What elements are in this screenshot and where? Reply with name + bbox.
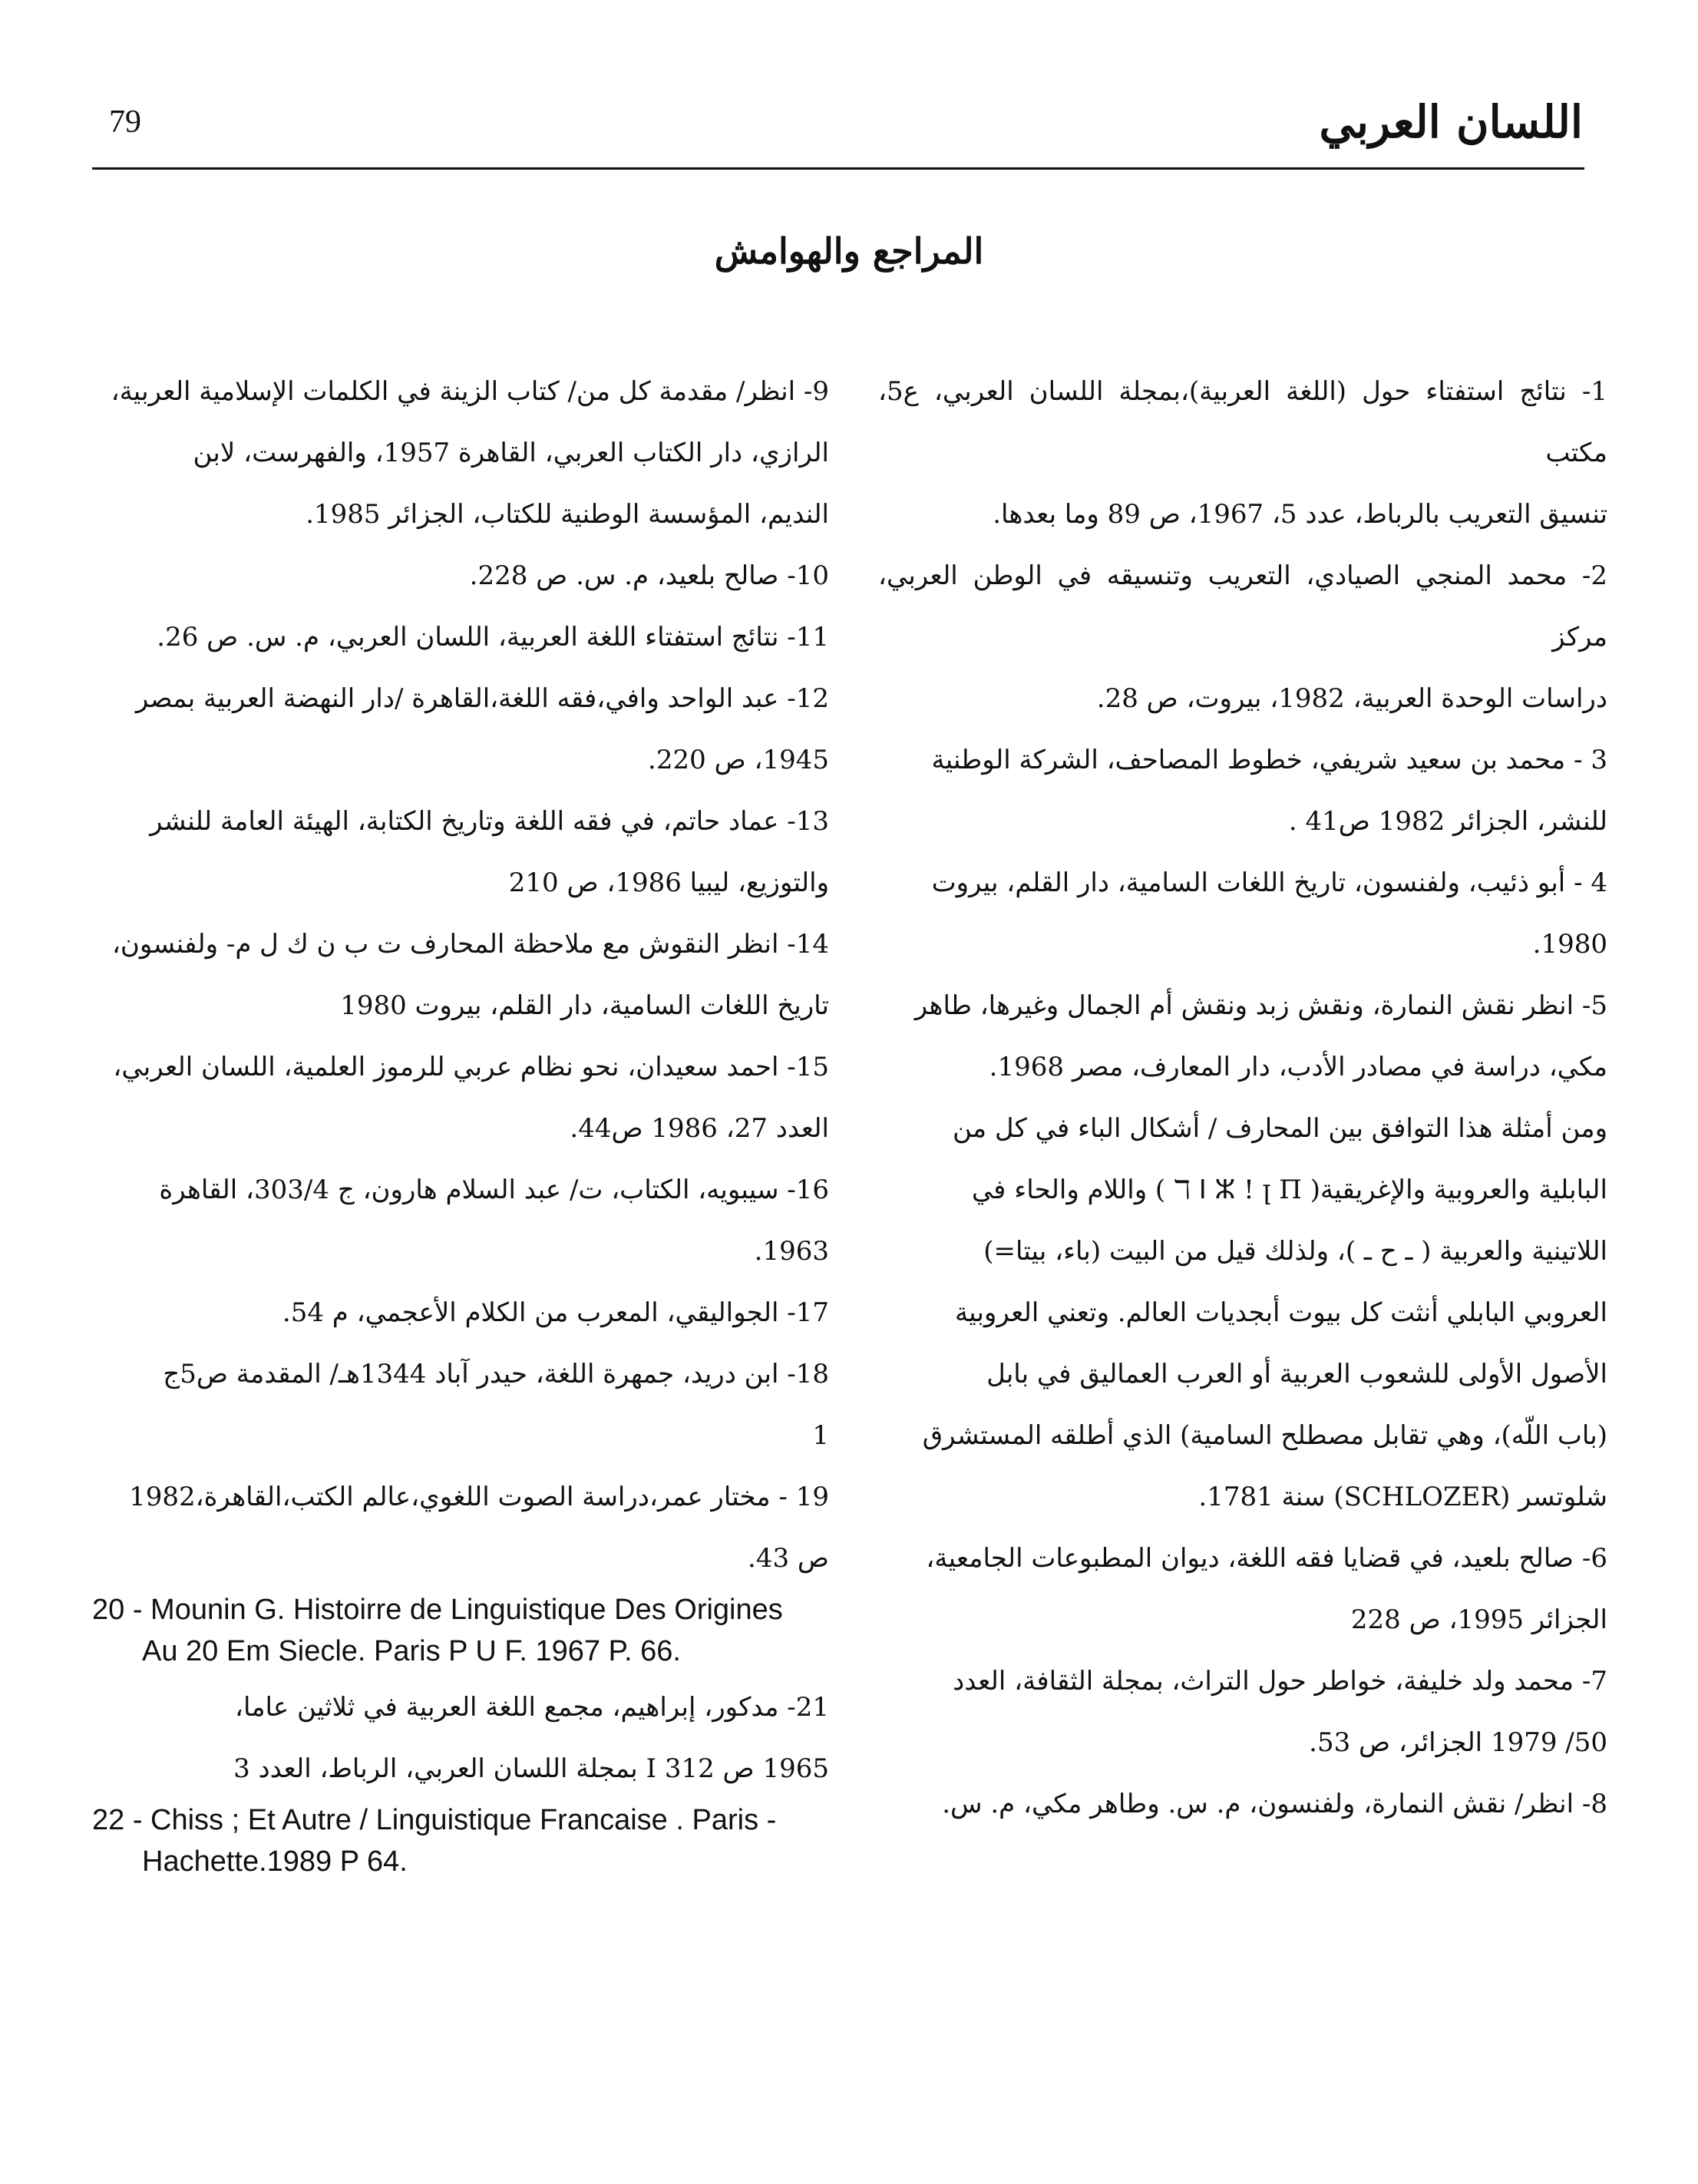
reference-line: الأصول الأولى للشعوب العربية أو العرب العماليق في بابل <box>986 1359 1607 1389</box>
reference-line: ص 43. <box>748 1543 829 1574</box>
reference-entry <box>92 606 829 668</box>
reference-line: العدد 27، 1986 ص44. <box>570 1113 829 1144</box>
references-left-column <box>92 361 829 1887</box>
reference-line: 11- نتائج استفتاء اللغة العربية، اللسان العربي، م. س. ص 26. <box>157 622 829 653</box>
reference-line: 5- انظر نقش النمارة، ونقش زبد ونقش أم الجمال وغيرها، طاهر <box>914 990 1607 1021</box>
reference-entry <box>92 1159 829 1282</box>
reference-entry <box>92 1677 829 1799</box>
reference-line: 22 - Chiss ; Et Autre / Linguistique Francaise . Paris - <box>92 1804 777 1836</box>
reference-line: 3 - محمد بن سعيد شريفي، خطوط المصاحف، الشركة الوطنية <box>931 745 1607 775</box>
reference-line: 17- الجواليقي، المعرب من الكلام الأعجمي، م 54. <box>282 1297 829 1328</box>
reference-line: 8- انظر/ نقش النمارة، ولفنسون، م. س. وطاهر مكي، م. س. <box>942 1789 1607 1819</box>
reference-entry <box>92 1282 829 1343</box>
reference-line: 1980. <box>1532 929 1607 960</box>
reference-line: 14- انظر النقوش مع ملاحظة المحارف ت ب ن ك ل م- ولفنسون، <box>111 929 829 960</box>
reference-line: 12- عبد الواحد وافي،فقه اللغة،القاهرة /دار النهضة العربية بمصر <box>135 683 829 714</box>
reference-line: 2- محمد المنجي الصيادي، التعريب وتنسيقه في الوطن العربي، مركز <box>878 560 1607 653</box>
reference-line: 50/ 1979 الجزائر، ص 53. <box>1309 1727 1607 1758</box>
reference-entry <box>92 914 829 1036</box>
reference-line: Au 20 Em Siecle. Paris P U F. 1967 P. 66. <box>142 1635 681 1667</box>
reference-line: 19 - مختار عمر،دراسة الصوت اللغوي،عالم الكتب،القاهرة،1982 <box>129 1482 829 1512</box>
reference-line: ومن أمثلة هذا التوافق بين المحارف / أشكال الباء في كل من <box>952 1113 1607 1144</box>
reference-line: البابلية والعروبية والإغريقية( ℸ ⵏ ⵣ ! ꞁ Π ) واللام والحاء في <box>971 1175 1607 1205</box>
reference-line: 4 - أبو ذئيب، ولفنسون، تاريخ اللغات السامية، دار القلم، بيروت <box>931 867 1607 898</box>
reference-entry <box>878 361 1607 545</box>
reference-line: 10- صالح بلعيد، م. س. ص 228. <box>469 560 829 591</box>
reference-line: 1963. <box>754 1236 829 1267</box>
header-rule <box>92 167 1584 170</box>
reference-entry <box>878 545 1607 729</box>
reference-line: 1965 ص 312 I بمجلة اللسان العربي، الرباط، العدد 3 <box>233 1753 829 1784</box>
reference-line: 20 - Mounin G. Histoirre de Linguistique Des Origines <box>92 1594 783 1626</box>
reference-line: شلوتسر (SCHLOZER) سنة 1781. <box>1198 1482 1607 1512</box>
reference-line: 1- نتائج استفتاء حول (اللغة العربية)،بمجلة اللسان العربي، ع5، مكتب <box>878 376 1607 468</box>
reference-line: (باب اللّه)، وهي تقابل مصطلح السامية) الذي أطلقه المستشرق <box>922 1420 1607 1451</box>
reference-line: 16- سيبويه، الكتاب، ت/ عبد السلام هارون، ج 303/4، القاهرة <box>159 1175 829 1205</box>
reference-line: 15- احمد سعيدان، نحو نظام عربي للرموز العلمية، اللسان العربي، <box>113 1052 829 1082</box>
reference-line: والتوزيع، ليبيا 1986، ص 210 <box>508 867 829 898</box>
section-title: المراجع والهوامش <box>714 230 984 272</box>
reference-entry <box>92 1343 829 1466</box>
reference-entry <box>92 545 829 606</box>
reference-line: Hachette.1989 P 64. <box>142 1845 408 1878</box>
reference-line: 13- عماد حاتم، في فقه اللغة وتاريخ الكتابة، الهيئة العامة للنشر <box>150 806 829 837</box>
reference-entry <box>92 1466 829 1589</box>
reference-entry <box>92 791 829 914</box>
reference-line: 1 <box>812 1420 829 1451</box>
reference-entry <box>878 1650 1607 1773</box>
references-right-column <box>878 361 1607 1835</box>
reference-entry <box>878 975 1607 1528</box>
reference-line: الجزائر 1995، ص 228 <box>1350 1604 1607 1635</box>
reference-line: مكي، دراسة في مصادر الأدب، دار المعارف، مصر 1968. <box>989 1052 1607 1082</box>
reference-line: 9- انظر/ مقدمة كل من/ كتاب الزينة في الكلمات الإسلامية العربية، <box>111 376 829 407</box>
reference-line: اللاتينية والعربية ( ـ ح ـ )، ولذلك قيل من البيت (باء، بيتا=) <box>983 1236 1607 1267</box>
reference-line: 21- مدكور، إبراهيم، مجمع اللغة العربية في ثلاثين عاما، <box>235 1692 829 1723</box>
reference-entry <box>878 1528 1607 1650</box>
reference-entry <box>878 729 1607 852</box>
reference-line: دراسات الوحدة العربية، 1982، بيروت، ص 28. <box>1096 683 1607 714</box>
reference-line: العروبي البابلي أنثت كل بيوت أبجديات العالم. وتعني العروبية <box>954 1297 1607 1328</box>
reference-line: 18- ابن دريد، جمهرة اللغة، حيدر آباد 1344هـ/ المقدمة ص5ج <box>163 1359 829 1389</box>
reference-entry <box>92 1589 829 1672</box>
reference-line: النديم، المؤسسة الوطنية للكتاب، الجزائر 1985. <box>306 499 829 530</box>
reference-entry <box>878 1773 1607 1835</box>
page-number: 79 <box>109 104 141 140</box>
reference-line: 7- محمد ولد خليفة، خواطر حول التراث، بمجلة الثقافة، العدد <box>953 1666 1607 1697</box>
reference-line: للنشر، الجزائر 1982 ص41 . <box>1288 806 1607 837</box>
reference-line: تنسيق التعريب بالرباط، عدد 5، 1967، ص 89 وما بعدها. <box>993 499 1607 530</box>
reference-entry <box>92 668 829 791</box>
reference-entry <box>92 1036 829 1159</box>
reference-entry <box>92 361 829 545</box>
reference-line: تاريخ اللغات السامية، دار القلم، بيروت 1980 <box>340 990 829 1021</box>
reference-line: 1945، ص 220. <box>648 745 829 775</box>
reference-line: الرازي، دار الكتاب العربي، القاهرة 1957، والفهرست، لابن <box>193 438 829 468</box>
reference-line: 6- صالح بلعيد، في قضايا فقه اللغة، ديوان المطبوعات الجامعية، <box>926 1543 1607 1574</box>
journal-logo: اللسان العربي <box>1319 96 1583 148</box>
reference-entry <box>92 1799 829 1882</box>
reference-entry <box>878 852 1607 975</box>
